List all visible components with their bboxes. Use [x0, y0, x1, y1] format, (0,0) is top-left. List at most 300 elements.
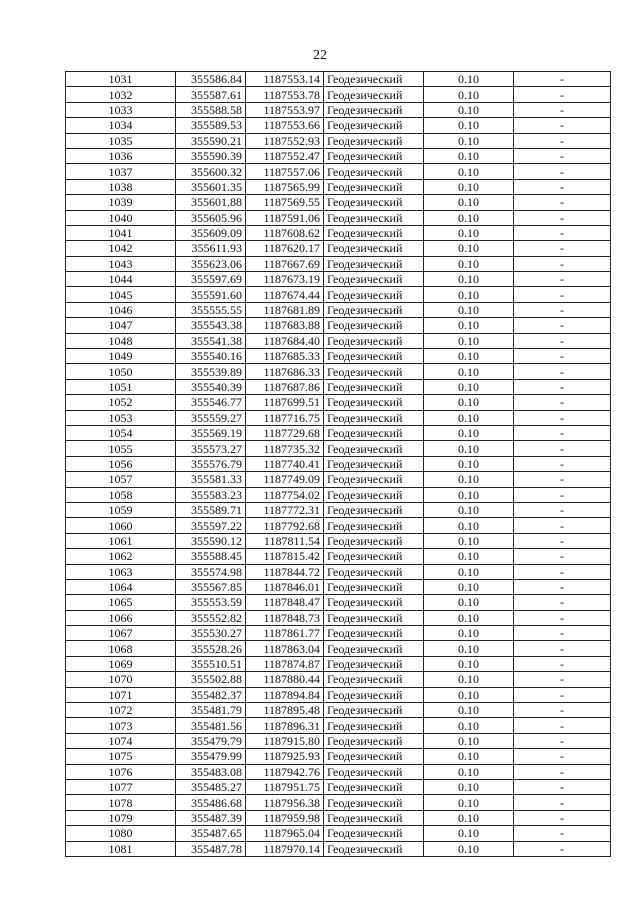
method-cell: Геодезический: [324, 225, 424, 240]
method-cell: Геодезический: [324, 102, 424, 117]
method-cell: Геодезический: [324, 148, 424, 163]
method-cell: Геодезический: [324, 733, 424, 748]
accuracy-cell: 0.10: [424, 472, 514, 487]
note-cell: -: [514, 225, 611, 240]
method-cell: Геодезический: [324, 641, 424, 656]
table-row: [66, 626, 611, 641]
note-cell: -: [514, 779, 611, 794]
method-cell: Геодезический: [324, 87, 424, 102]
table-row: [66, 410, 611, 425]
accuracy-cell: 0.10: [424, 87, 514, 102]
accuracy-cell: 0.10: [424, 256, 514, 271]
y-coordinate-cell: 1187673.19: [246, 272, 324, 287]
point-number-cell: 1073: [66, 718, 176, 733]
x-coordinate-cell: 355588.58: [176, 102, 246, 117]
point-number-cell: 1078: [66, 795, 176, 810]
method-cell: Геодезический: [324, 718, 424, 733]
point-number-cell: 1051: [66, 379, 176, 394]
note-cell: -: [514, 533, 611, 548]
note-cell: -: [514, 579, 611, 594]
method-cell: Геодезический: [324, 318, 424, 333]
table-row: [66, 779, 611, 794]
y-coordinate-cell: 1187956.38: [246, 795, 324, 810]
note-cell: -: [514, 610, 611, 625]
x-coordinate-cell: 355605.96: [176, 210, 246, 225]
table-row: [66, 379, 611, 394]
point-number-cell: 1045: [66, 287, 176, 302]
point-number-cell: 1050: [66, 364, 176, 379]
point-number-cell: 1058: [66, 487, 176, 502]
x-coordinate-cell: 355559.27: [176, 410, 246, 425]
note-cell: -: [514, 241, 611, 256]
point-number-cell: 1047: [66, 318, 176, 333]
x-coordinate-cell: 355609.09: [176, 225, 246, 240]
method-cell: Геодезический: [324, 133, 424, 148]
accuracy-cell: 0.10: [424, 579, 514, 594]
point-number-cell: 1071: [66, 687, 176, 702]
accuracy-cell: 0.10: [424, 749, 514, 764]
note-cell: -: [514, 718, 611, 733]
table-row: [66, 441, 611, 456]
table-row: [66, 533, 611, 548]
note-cell: -: [514, 349, 611, 364]
point-number-cell: 1072: [66, 703, 176, 718]
note-cell: -: [514, 164, 611, 179]
point-number-cell: 1048: [66, 333, 176, 348]
y-coordinate-cell: 1187552.93: [246, 133, 324, 148]
accuracy-cell: 0.10: [424, 118, 514, 133]
method-cell: Геодезический: [324, 179, 424, 194]
point-number-cell: 1075: [66, 749, 176, 764]
note-cell: -: [514, 302, 611, 317]
accuracy-cell: 0.10: [424, 841, 514, 856]
method-cell: Геодезический: [324, 72, 424, 87]
method-cell: Геодезический: [324, 810, 424, 825]
x-coordinate-cell: 355502.88: [176, 672, 246, 687]
note-cell: -: [514, 287, 611, 302]
y-coordinate-cell: 1187844.72: [246, 564, 324, 579]
method-cell: Геодезический: [324, 118, 424, 133]
y-coordinate-cell: 1187553.14: [246, 72, 324, 87]
point-number-cell: 1033: [66, 102, 176, 117]
table-row: [66, 148, 611, 163]
method-cell: Геодезический: [324, 579, 424, 594]
point-number-cell: 1040: [66, 210, 176, 225]
method-cell: Геодезический: [324, 487, 424, 502]
x-coordinate-cell: 355546.77: [176, 395, 246, 410]
page-number: 22: [313, 48, 327, 63]
x-coordinate-cell: 355590.12: [176, 533, 246, 548]
x-coordinate-cell: 355486.68: [176, 795, 246, 810]
accuracy-cell: 0.10: [424, 564, 514, 579]
y-coordinate-cell: 1187716.75: [246, 410, 324, 425]
note-cell: -: [514, 102, 611, 117]
note-cell: -: [514, 518, 611, 533]
accuracy-cell: 0.10: [424, 656, 514, 671]
point-number-cell: 1042: [66, 241, 176, 256]
y-coordinate-cell: 1187685.33: [246, 349, 324, 364]
y-coordinate-cell: 1187557.06: [246, 164, 324, 179]
note-cell: -: [514, 272, 611, 287]
method-cell: Геодезический: [324, 302, 424, 317]
method-cell: Геодезический: [324, 703, 424, 718]
x-coordinate-cell: 355589.53: [176, 118, 246, 133]
note-cell: -: [514, 502, 611, 517]
point-number-cell: 1039: [66, 195, 176, 210]
table-row: [66, 733, 611, 748]
table-row: [66, 672, 611, 687]
table-row: [66, 241, 611, 256]
y-coordinate-cell: 1187959.98: [246, 810, 324, 825]
method-cell: Геодезический: [324, 549, 424, 564]
accuracy-cell: 0.10: [424, 102, 514, 117]
accuracy-cell: 0.10: [424, 779, 514, 794]
note-cell: -: [514, 626, 611, 641]
coordinates-table-body: [66, 72, 611, 857]
table-row: [66, 210, 611, 225]
y-coordinate-cell: 1187565.99: [246, 179, 324, 194]
y-coordinate-cell: 1187925.93: [246, 749, 324, 764]
note-cell: -: [514, 764, 611, 779]
accuracy-cell: 0.10: [424, 241, 514, 256]
table-row: [66, 302, 611, 317]
table-row: [66, 333, 611, 348]
x-coordinate-cell: 355481.79: [176, 703, 246, 718]
y-coordinate-cell: 1187895.48: [246, 703, 324, 718]
x-coordinate-cell: 355591.60: [176, 287, 246, 302]
x-coordinate-cell: 355589.71: [176, 502, 246, 517]
y-coordinate-cell: 1187569.55: [246, 195, 324, 210]
accuracy-cell: 0.10: [424, 502, 514, 517]
note-cell: -: [514, 564, 611, 579]
x-coordinate-cell: 355567.85: [176, 579, 246, 594]
table-row: [66, 841, 611, 856]
y-coordinate-cell: 1187735.32: [246, 441, 324, 456]
x-coordinate-cell: 355540.39: [176, 379, 246, 394]
table-row: [66, 318, 611, 333]
accuracy-cell: 0.10: [424, 518, 514, 533]
table-row: [66, 518, 611, 533]
y-coordinate-cell: 1187699.51: [246, 395, 324, 410]
accuracy-cell: 0.10: [424, 795, 514, 810]
method-cell: Геодезический: [324, 287, 424, 302]
x-coordinate-cell: 355479.79: [176, 733, 246, 748]
method-cell: Геодезический: [324, 349, 424, 364]
accuracy-cell: 0.10: [424, 164, 514, 179]
method-cell: Геодезический: [324, 610, 424, 625]
point-number-cell: 1031: [66, 72, 176, 87]
table-row: [66, 225, 611, 240]
y-coordinate-cell: 1187815.42: [246, 549, 324, 564]
y-coordinate-cell: 1187848.47: [246, 595, 324, 610]
x-coordinate-cell: 355485.27: [176, 779, 246, 794]
point-number-cell: 1054: [66, 425, 176, 440]
accuracy-cell: 0.10: [424, 610, 514, 625]
accuracy-cell: 0.10: [424, 703, 514, 718]
table-row: [66, 656, 611, 671]
note-cell: -: [514, 364, 611, 379]
table-row: [66, 810, 611, 825]
note-cell: -: [514, 472, 611, 487]
y-coordinate-cell: 1187894.84: [246, 687, 324, 702]
y-coordinate-cell: 1187620.17: [246, 241, 324, 256]
table-row: [66, 502, 611, 517]
table-row: [66, 718, 611, 733]
point-number-cell: 1074: [66, 733, 176, 748]
method-cell: Геодезический: [324, 687, 424, 702]
note-cell: -: [514, 795, 611, 810]
x-coordinate-cell: 355540.16: [176, 349, 246, 364]
note-cell: -: [514, 87, 611, 102]
table-row: [66, 102, 611, 117]
accuracy-cell: 0.10: [424, 487, 514, 502]
note-cell: -: [514, 487, 611, 502]
x-coordinate-cell: 355483.08: [176, 764, 246, 779]
point-number-cell: 1057: [66, 472, 176, 487]
x-coordinate-cell: 355543.38: [176, 318, 246, 333]
point-number-cell: 1064: [66, 579, 176, 594]
accuracy-cell: 0.10: [424, 718, 514, 733]
x-coordinate-cell: 355479.99: [176, 749, 246, 764]
y-coordinate-cell: 1187674.44: [246, 287, 324, 302]
note-cell: -: [514, 256, 611, 271]
table-row: [66, 749, 611, 764]
x-coordinate-cell: 355590.21: [176, 133, 246, 148]
method-cell: Геодезический: [324, 841, 424, 856]
table-row: [66, 395, 611, 410]
table-row: [66, 595, 611, 610]
point-number-cell: 1068: [66, 641, 176, 656]
point-number-cell: 1056: [66, 456, 176, 471]
point-number-cell: 1063: [66, 564, 176, 579]
point-number-cell: 1038: [66, 179, 176, 194]
table-row: [66, 564, 611, 579]
point-number-cell: 1069: [66, 656, 176, 671]
accuracy-cell: 0.10: [424, 626, 514, 641]
x-coordinate-cell: 355569.19: [176, 425, 246, 440]
note-cell: -: [514, 425, 611, 440]
x-coordinate-cell: 355553.59: [176, 595, 246, 610]
table-row: [66, 133, 611, 148]
method-cell: Геодезический: [324, 164, 424, 179]
method-cell: Геодезический: [324, 518, 424, 533]
table-row: [66, 703, 611, 718]
y-coordinate-cell: 1187683.88: [246, 318, 324, 333]
x-coordinate-cell: 355601.35: [176, 179, 246, 194]
note-cell: -: [514, 148, 611, 163]
point-number-cell: 1079: [66, 810, 176, 825]
accuracy-cell: 0.10: [424, 272, 514, 287]
note-cell: -: [514, 733, 611, 748]
point-number-cell: 1032: [66, 87, 176, 102]
accuracy-cell: 0.10: [424, 733, 514, 748]
note-cell: -: [514, 672, 611, 687]
method-cell: Геодезический: [324, 195, 424, 210]
method-cell: Геодезический: [324, 595, 424, 610]
accuracy-cell: 0.10: [424, 595, 514, 610]
accuracy-cell: 0.10: [424, 441, 514, 456]
table-row: [66, 549, 611, 564]
accuracy-cell: 0.10: [424, 349, 514, 364]
method-cell: Геодезический: [324, 533, 424, 548]
note-cell: -: [514, 810, 611, 825]
x-coordinate-cell: 355597.69: [176, 272, 246, 287]
note-cell: -: [514, 72, 611, 87]
x-coordinate-cell: 355552.82: [176, 610, 246, 625]
x-coordinate-cell: 355586.84: [176, 72, 246, 87]
note-cell: -: [514, 595, 611, 610]
x-coordinate-cell: 355482.37: [176, 687, 246, 702]
table-row: [66, 349, 611, 364]
accuracy-cell: 0.10: [424, 72, 514, 87]
method-cell: Геодезический: [324, 333, 424, 348]
accuracy-cell: 0.10: [424, 810, 514, 825]
x-coordinate-cell: 355530.27: [176, 626, 246, 641]
table-row: [66, 72, 611, 87]
y-coordinate-cell: 1187553.97: [246, 102, 324, 117]
accuracy-cell: 0.10: [424, 210, 514, 225]
accuracy-cell: 0.10: [424, 826, 514, 841]
table-row: [66, 456, 611, 471]
method-cell: Геодезический: [324, 764, 424, 779]
note-cell: -: [514, 841, 611, 856]
accuracy-cell: 0.10: [424, 687, 514, 702]
y-coordinate-cell: 1187684.40: [246, 333, 324, 348]
note-cell: -: [514, 195, 611, 210]
x-coordinate-cell: 355581.33: [176, 472, 246, 487]
table-row: [66, 118, 611, 133]
note-cell: -: [514, 641, 611, 656]
y-coordinate-cell: 1187754.02: [246, 487, 324, 502]
point-number-cell: 1044: [66, 272, 176, 287]
x-coordinate-cell: 355539.89: [176, 364, 246, 379]
method-cell: Геодезический: [324, 272, 424, 287]
accuracy-cell: 0.10: [424, 287, 514, 302]
note-cell: -: [514, 749, 611, 764]
note-cell: -: [514, 826, 611, 841]
table-row: [66, 256, 611, 271]
y-coordinate-cell: 1187880.44: [246, 672, 324, 687]
accuracy-cell: 0.10: [424, 533, 514, 548]
x-coordinate-cell: 355587.61: [176, 87, 246, 102]
method-cell: Геодезический: [324, 241, 424, 256]
accuracy-cell: 0.10: [424, 425, 514, 440]
table-row: [66, 826, 611, 841]
note-cell: -: [514, 441, 611, 456]
y-coordinate-cell: 1187681.89: [246, 302, 324, 317]
table-row: [66, 87, 611, 102]
point-number-cell: 1049: [66, 349, 176, 364]
accuracy-cell: 0.10: [424, 549, 514, 564]
accuracy-cell: 0.10: [424, 672, 514, 687]
y-coordinate-cell: 1187896.31: [246, 718, 324, 733]
note-cell: -: [514, 656, 611, 671]
note-cell: -: [514, 118, 611, 133]
point-number-cell: 1035: [66, 133, 176, 148]
y-coordinate-cell: 1187846.01: [246, 579, 324, 594]
x-coordinate-cell: 355573.27: [176, 441, 246, 456]
y-coordinate-cell: 1187687.86: [246, 379, 324, 394]
accuracy-cell: 0.10: [424, 456, 514, 471]
x-coordinate-cell: 355576.79: [176, 456, 246, 471]
accuracy-cell: 0.10: [424, 133, 514, 148]
coordinates-table: [65, 71, 611, 857]
accuracy-cell: 0.10: [424, 333, 514, 348]
method-cell: Геодезический: [324, 472, 424, 487]
table-row: [66, 164, 611, 179]
accuracy-cell: 0.10: [424, 195, 514, 210]
x-coordinate-cell: 355588.45: [176, 549, 246, 564]
method-cell: Геодезический: [324, 502, 424, 517]
y-coordinate-cell: 1187608.62: [246, 225, 324, 240]
note-cell: -: [514, 318, 611, 333]
x-coordinate-cell: 355601.88: [176, 195, 246, 210]
note-cell: -: [514, 703, 611, 718]
x-coordinate-cell: 355597.22: [176, 518, 246, 533]
y-coordinate-cell: 1187915.80: [246, 733, 324, 748]
method-cell: Геодезический: [324, 749, 424, 764]
table-row: [66, 764, 611, 779]
table-row: [66, 579, 611, 594]
y-coordinate-cell: 1187792.68: [246, 518, 324, 533]
method-cell: Геодезический: [324, 456, 424, 471]
accuracy-cell: 0.10: [424, 302, 514, 317]
accuracy-cell: 0.10: [424, 364, 514, 379]
method-cell: Геодезический: [324, 364, 424, 379]
table-row: [66, 425, 611, 440]
point-number-cell: 1080: [66, 826, 176, 841]
point-number-cell: 1034: [66, 118, 176, 133]
accuracy-cell: 0.10: [424, 225, 514, 240]
note-cell: -: [514, 179, 611, 194]
method-cell: Геодезический: [324, 210, 424, 225]
accuracy-cell: 0.10: [424, 764, 514, 779]
method-cell: Геодезический: [324, 379, 424, 394]
point-number-cell: 1052: [66, 395, 176, 410]
note-cell: -: [514, 456, 611, 471]
x-coordinate-cell: 355590.39: [176, 148, 246, 163]
point-number-cell: 1043: [66, 256, 176, 271]
point-number-cell: 1055: [66, 441, 176, 456]
y-coordinate-cell: 1187863.04: [246, 641, 324, 656]
point-number-cell: 1067: [66, 626, 176, 641]
accuracy-cell: 0.10: [424, 318, 514, 333]
y-coordinate-cell: 1187729.68: [246, 425, 324, 440]
point-number-cell: 1081: [66, 841, 176, 856]
x-coordinate-cell: 355487.39: [176, 810, 246, 825]
table-row: [66, 195, 611, 210]
point-number-cell: 1070: [66, 672, 176, 687]
method-cell: Геодезический: [324, 564, 424, 579]
method-cell: Геодезический: [324, 441, 424, 456]
point-number-cell: 1036: [66, 148, 176, 163]
note-cell: -: [514, 395, 611, 410]
point-number-cell: 1077: [66, 779, 176, 794]
x-coordinate-cell: 355541.38: [176, 333, 246, 348]
y-coordinate-cell: 1187970.14: [246, 841, 324, 856]
y-coordinate-cell: 1187749.09: [246, 472, 324, 487]
x-coordinate-cell: 355611.93: [176, 241, 246, 256]
x-coordinate-cell: 355623.06: [176, 256, 246, 271]
table-row: [66, 472, 611, 487]
y-coordinate-cell: 1187667.69: [246, 256, 324, 271]
method-cell: Геодезический: [324, 672, 424, 687]
point-number-cell: 1041: [66, 225, 176, 240]
y-coordinate-cell: 1187848.73: [246, 610, 324, 625]
point-number-cell: 1059: [66, 502, 176, 517]
accuracy-cell: 0.10: [424, 148, 514, 163]
method-cell: Геодезический: [324, 425, 424, 440]
